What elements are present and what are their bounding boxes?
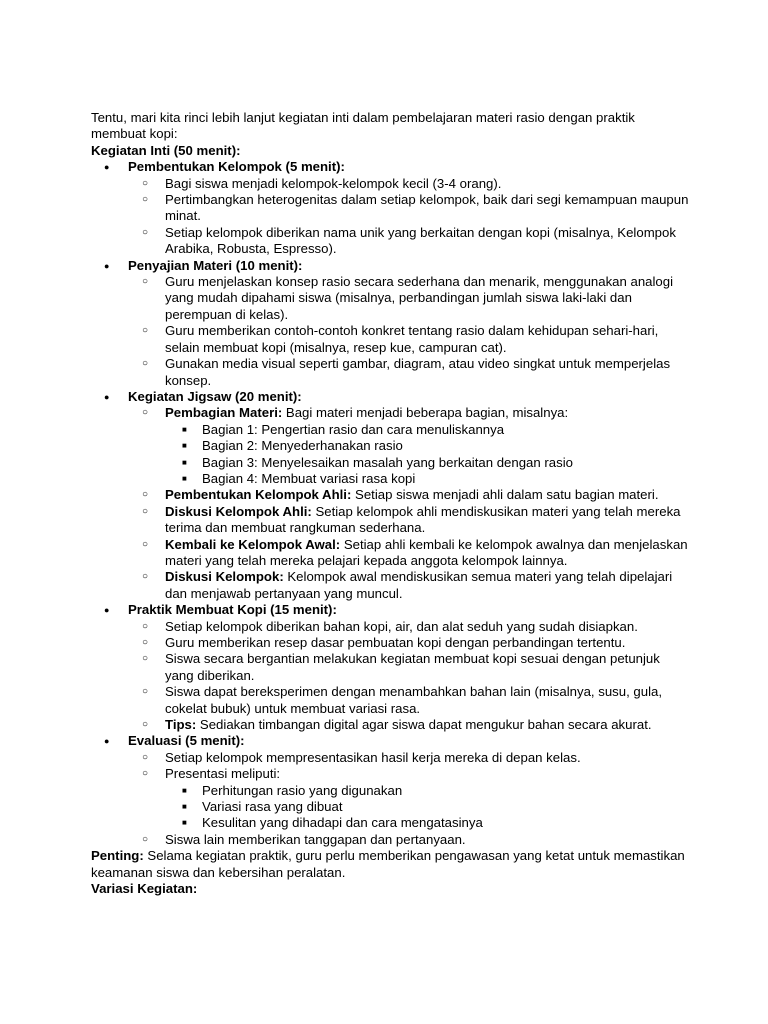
note-label: Penting: [91, 848, 144, 864]
item-label: Pembentukan Kelompok Ahli: [165, 487, 352, 503]
list-item [128, 356, 691, 389]
section-items-list [128, 750, 691, 848]
sub-list-item: ■ Bagian 3: Menyelesaikan masalah yang berkaitan dengan rasio [165, 455, 691, 471]
item-text: Setiap kelompok diberikan bahan kopi, air, dan alat seduh yang sudah disiapkan. [165, 618, 638, 634]
item-text: Presentasi meliputi: [165, 766, 281, 782]
list-item [128, 504, 691, 537]
section-items-list [128, 274, 691, 389]
section-title: Kegiatan Jigsaw (20 menit): [128, 388, 302, 404]
item-text: Siswa lain memberikan tanggapan dan pertanyaan. [165, 831, 466, 847]
item-text: Kelompok awal mendiskusikan semua materi yang telah dipelajari dan menjawab pertanyaan yang muncul. [165, 569, 673, 601]
sub-list-item: ■ Bagian 4: Membuat variasi rasa kopi [165, 471, 691, 487]
list-item [128, 487, 691, 503]
intro-paragraph: Tentu, mari kita rinci lebih lanjut kegiatan inti dalam pembelajaran materi rasio dengan praktik membuat kopi: [91, 110, 635, 142]
section-items-list [128, 619, 691, 734]
item-text: Siswa dapat bereksperimen dengan menambahkan bahan lain (misalnya, susu, gula, cokelat bubuk) untuk membuat variasi rasa. [165, 684, 663, 716]
sub-list-item: ■ Variasi rasa yang dibuat [165, 799, 691, 815]
item-text: Guru memberikan contoh-contoh konkret tentang rasio dalam kehidupan sehari-hari, selain membuat kopi (misalnya, resep kue, campuran cat). [165, 323, 659, 355]
item-text: Guru memberikan resep dasar pembuatan kopi dengan perbandingan tertentu. [165, 635, 626, 650]
list-item [128, 274, 691, 323]
list-item [128, 405, 691, 487]
item-label: Tips: [165, 717, 197, 733]
item-text: Setiap ahli kembali ke kelompok awalnya dan menjelaskan materi yang telah mereka pelajari kepada anggota kelompok lainnya. [165, 536, 688, 568]
list-item [128, 176, 691, 192]
list-item [128, 192, 691, 225]
note-text: Selama kegiatan praktik, guru perlu memberikan pengawasan yang ketat untuk memastikan keamanan siswa dan kebersihan peralatan. [91, 848, 685, 880]
list-item [128, 832, 691, 848]
list-item [128, 766, 691, 832]
footer-heading: Variasi Kegiatan: [91, 881, 198, 897]
sections-list [91, 159, 691, 848]
section-title: Pembentukan Kelompok (5 menit): [128, 159, 345, 175]
list-item [128, 619, 691, 635]
list-item [128, 569, 691, 602]
item-label: Diskusi Kelompok: [165, 569, 284, 585]
item-text: Guru menjelaskan konsep rasio secara sederhana dan menarik, menggunakan analogi yang mudah dipahami siswa (misalnya, perbandingan jumlah siswa laki-laki dan perempuan di kelas). [165, 274, 674, 322]
note-paragraph [91, 848, 691, 881]
section-item [91, 159, 691, 257]
list-item [128, 684, 691, 717]
section-item [91, 602, 691, 733]
list-item [128, 750, 691, 766]
item-text: Sediakan timbangan digital agar siswa dapat mengukur bahan secara akurat. [196, 717, 652, 733]
item-label: Kembali ke Kelompok Awal: [165, 536, 341, 552]
sub-list-item: ■ Kesulitan yang dihadapi dan cara mengatasinya [165, 815, 691, 831]
list-item [128, 717, 691, 733]
list-item [128, 635, 691, 651]
item-text: Pertimbangkan heterogenitas dalam setiap kelompok, baik dari segi kemampuan maupun minat. [165, 192, 689, 224]
item-label: Diskusi Kelompok Ahli: [165, 503, 312, 519]
list-item [128, 651, 691, 684]
item-text: Gunakan media visual seperti gambar, diagram, atau video singkat untuk memperjelas konsep. [165, 356, 671, 388]
list-item [128, 225, 691, 258]
sub-items-list [165, 783, 691, 832]
section-title: Penyajian Materi (10 menit): [128, 257, 303, 273]
sub-list-item: ■ Perhitungan rasio yang digunakan [165, 783, 691, 799]
list-item [128, 537, 691, 570]
sub-list-item: ■ Bagian 1: Pengertian rasio dan cara menuliskannya [165, 422, 691, 438]
item-text: Setiap kelompok mempresentasikan hasil kerja mereka di depan kelas. [165, 749, 581, 765]
section-title: Praktik Membuat Kopi (15 menit): [128, 602, 337, 618]
section-item [91, 733, 691, 848]
section-item [91, 389, 691, 602]
list-item [128, 323, 691, 356]
document-content [91, 110, 691, 898]
section-item [91, 258, 691, 389]
section-heading: Kegiatan Inti (50 menit): [91, 142, 241, 158]
item-text: Bagi siswa menjadi kelompok-kelompok kecil (3-4 orang). [165, 175, 502, 191]
sub-list-item: ■ Bagian 2: Menyederhanakan rasio [165, 438, 691, 454]
section-items-list [128, 176, 691, 258]
item-text: Setiap siswa menjadi ahli dalam satu bagian materi. [351, 487, 659, 503]
item-text: Bagi materi menjadi beberapa bagian, misalnya: [282, 405, 569, 421]
item-text: Setiap kelompok ahli mendiskusikan materi yang telah mereka terima dan membuat rangkuman sederhana. [165, 503, 681, 536]
sub-items-list [165, 422, 691, 488]
section-items-list [128, 405, 691, 602]
item-text: Siswa secara bergantian melakukan kegiatan membuat kopi sesuai dengan petunjuk yang diberikan. [165, 651, 660, 683]
item-label: Pembagian Materi: [165, 405, 283, 421]
section-title: Evaluasi (5 menit): [128, 733, 245, 749]
item-text: Setiap kelompok diberikan nama unik yang berkaitan dengan kopi (misalnya, Kelompok Arabika, Robusta, Espresso). [165, 224, 676, 257]
